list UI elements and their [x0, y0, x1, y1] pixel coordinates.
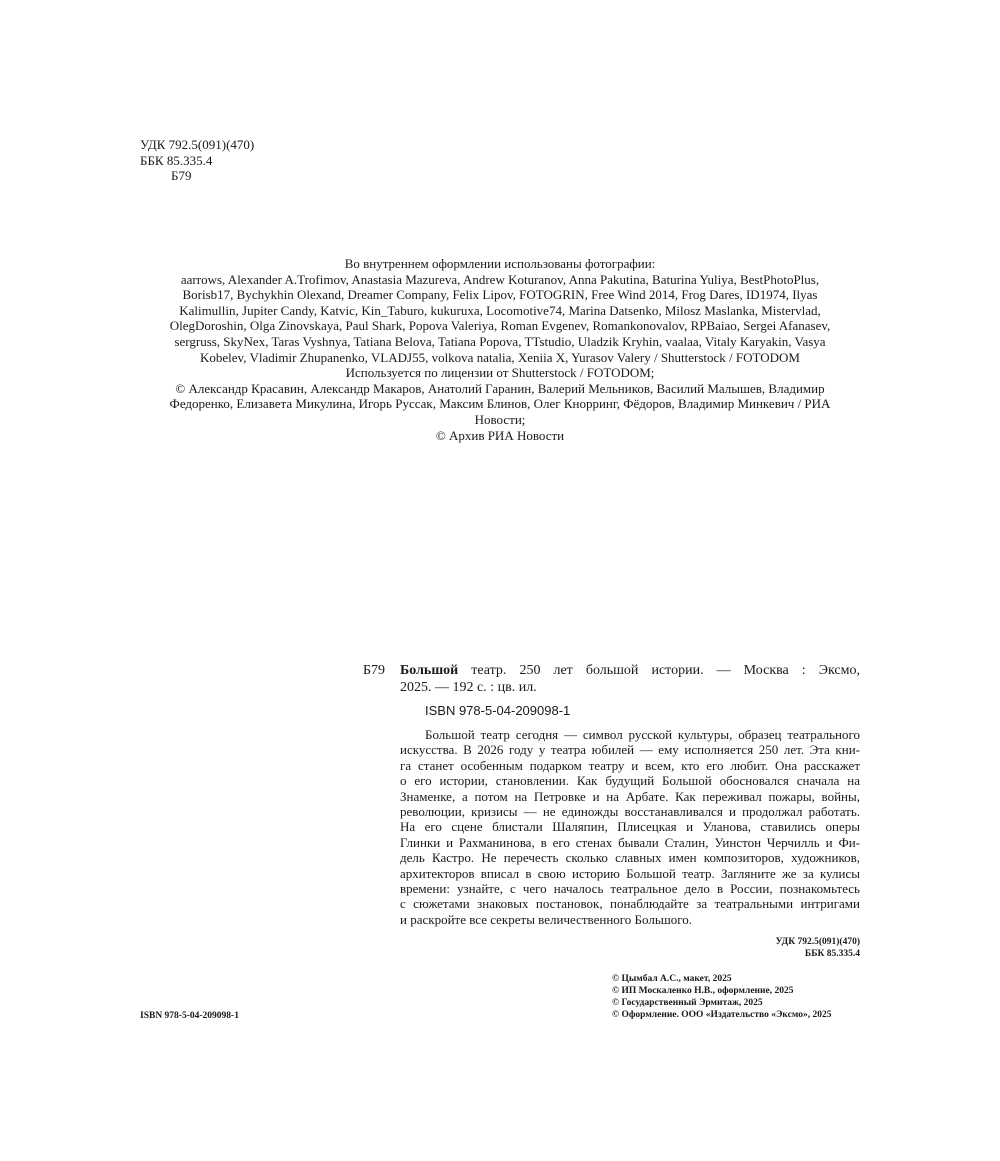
bibliographic-record	[400, 662, 860, 696]
annotation-line: времени: узнайте, с чего началось театральное дело в России, познакомьтесь	[400, 881, 860, 897]
bbk-code: ББК 85.335.4	[140, 152, 213, 168]
copyright-line: © Цымбал А.С., макет, 2025	[612, 974, 732, 984]
credits-line: sergruss, SkyNex, Taras Vyshnya, Tatiana Belova, Tatiana Popova, TTstudio, Uladzik Kryhin, vaalaa, Vitaly Karyakin, Vasya	[174, 333, 826, 349]
photo-credits	[140, 256, 860, 443]
annotation-line: Знаменке, а потом на Петровке и на Арбате. Как переживал пожары, войны,	[400, 788, 860, 804]
annotation-line: Большой театр сегодня — символ русской культуры, образец театрального	[425, 727, 860, 742]
annotation-line: и раскройте все секреты величественного Большого.	[400, 911, 693, 927]
classification-right	[776, 936, 860, 960]
copyright-line: © Оформление. ООО «Издательство «Эксмо», 2025	[612, 1010, 832, 1020]
annotation-line: архитекторов вписал в свою историю Большой театр. Загляните же за кулисы	[400, 865, 860, 881]
credits-line: OlegDoroshin, Olga Zinovskaya, Paul Shark, Popova Valeriya, Roman Evgenev, Romankonovalov, RPBaiao, Sergei Afanasev,	[169, 318, 831, 334]
isbn-record: ISBN 978-5-04-209098-1	[425, 703, 571, 718]
credits-line: © Архив РИА Новости	[435, 427, 565, 443]
annotation-line: о его истории, становлении. Как будущий Большой обосновался сначала на	[400, 773, 860, 789]
copyright-line: © ИП Москаленко Н.В., оформление, 2025	[612, 986, 794, 996]
credits-line: Во внутреннем оформлении использованы фотографии:	[344, 256, 656, 271]
udk-code-right: УДК 792.5(091)(470)	[775, 937, 860, 947]
udk-code: УДК 792.5(091)(470)	[140, 137, 255, 152]
copyright-notices	[612, 973, 831, 1021]
annotation-line: дель Кастро. Не перечесть сколько славных имен композиторов, художников,	[400, 850, 860, 866]
credits-line: © Александр Красавин, Александр Макаров, Анатолий Гаранин, Валерий Мельников, Василий Малышев, Владимир	[175, 380, 825, 396]
bibliography-title-line	[400, 662, 860, 679]
credits-line: Новости;	[474, 411, 526, 427]
annotation-line: га станет особенным подарком театру и всем, кто его любит. Она расскажет	[400, 757, 860, 773]
isbn-bottom: ISBN 978-5-04-209098-1	[140, 1011, 239, 1021]
annotation-line: Глинки и Рахманинова, в его стенах бывали Сталин, Уинстон Черчилль и Фи-	[400, 834, 860, 850]
bibliography-publication-line: 2025. — 192 с. : цв. ил.	[400, 680, 537, 695]
annotation-line: На его сцене блистали Шаляпин, Плисецкая и Уланова, ставились оперы	[400, 819, 860, 835]
annotation-line: искусства. В 2026 году у театра юбилей — ему исполняется 250 лет. Эта кни-	[400, 742, 860, 758]
copyright-line: © Государственный Эрмитаж, 2025	[612, 998, 763, 1008]
classification-block	[140, 137, 254, 184]
credits-line: Kobelev, Vladimir Zhupanenko, VLADJ55, volkova natalia, Xeniia X, Yurasov Valery / Shutterstock / FOTODOM	[200, 349, 800, 365]
bibliography-code: Б79	[363, 663, 386, 678]
book-title-rest: театр. 250 лет большой истории. — Москва : Эксмо,	[458, 663, 860, 678]
annotation-line: революции, кризисы — не единожды восстанавливался и продолжал работать.	[400, 804, 860, 820]
credits-line: Borisb17, Bychykhin Olexand, Dreamer Company, Felix Lipov, FOTOGRIN, Free Wind 2014, Frog Dares, ID1974, Ilyas	[182, 287, 818, 303]
credits-line: Kalimullin, Jupiter Candy, Katvic, Kin_Taburo, kukuruxa, Locomotive74, Marina Datsenko, Milosz Maslanka, Mistervlad,	[179, 302, 821, 318]
credits-line: Используется по лицензии от Shutterstock / FOTODOM;	[345, 365, 655, 381]
author-mark: Б79	[171, 168, 192, 183]
bbk-code-right: ББК 85.335.4	[804, 949, 860, 959]
annotation-line: с сюжетами знаковых постановок, понаблюдайте за театральными интригами	[400, 896, 860, 912]
book-annotation	[400, 727, 860, 927]
credits-line: aarrows, Alexander A.Trofimov, Anastasia Mazureva, Andrew Koturanov, Anna Pakutina, Baturina Yuliya, BestPhotoPlus,	[180, 271, 820, 287]
book-title-bold: Большой	[400, 663, 459, 678]
credits-line: Федоренко, Елизавета Микулина, Игорь Руссак, Максим Блинов, Олег Кнорринг, Фёдоров, Владимир Минкевич / РИА	[169, 396, 831, 412]
